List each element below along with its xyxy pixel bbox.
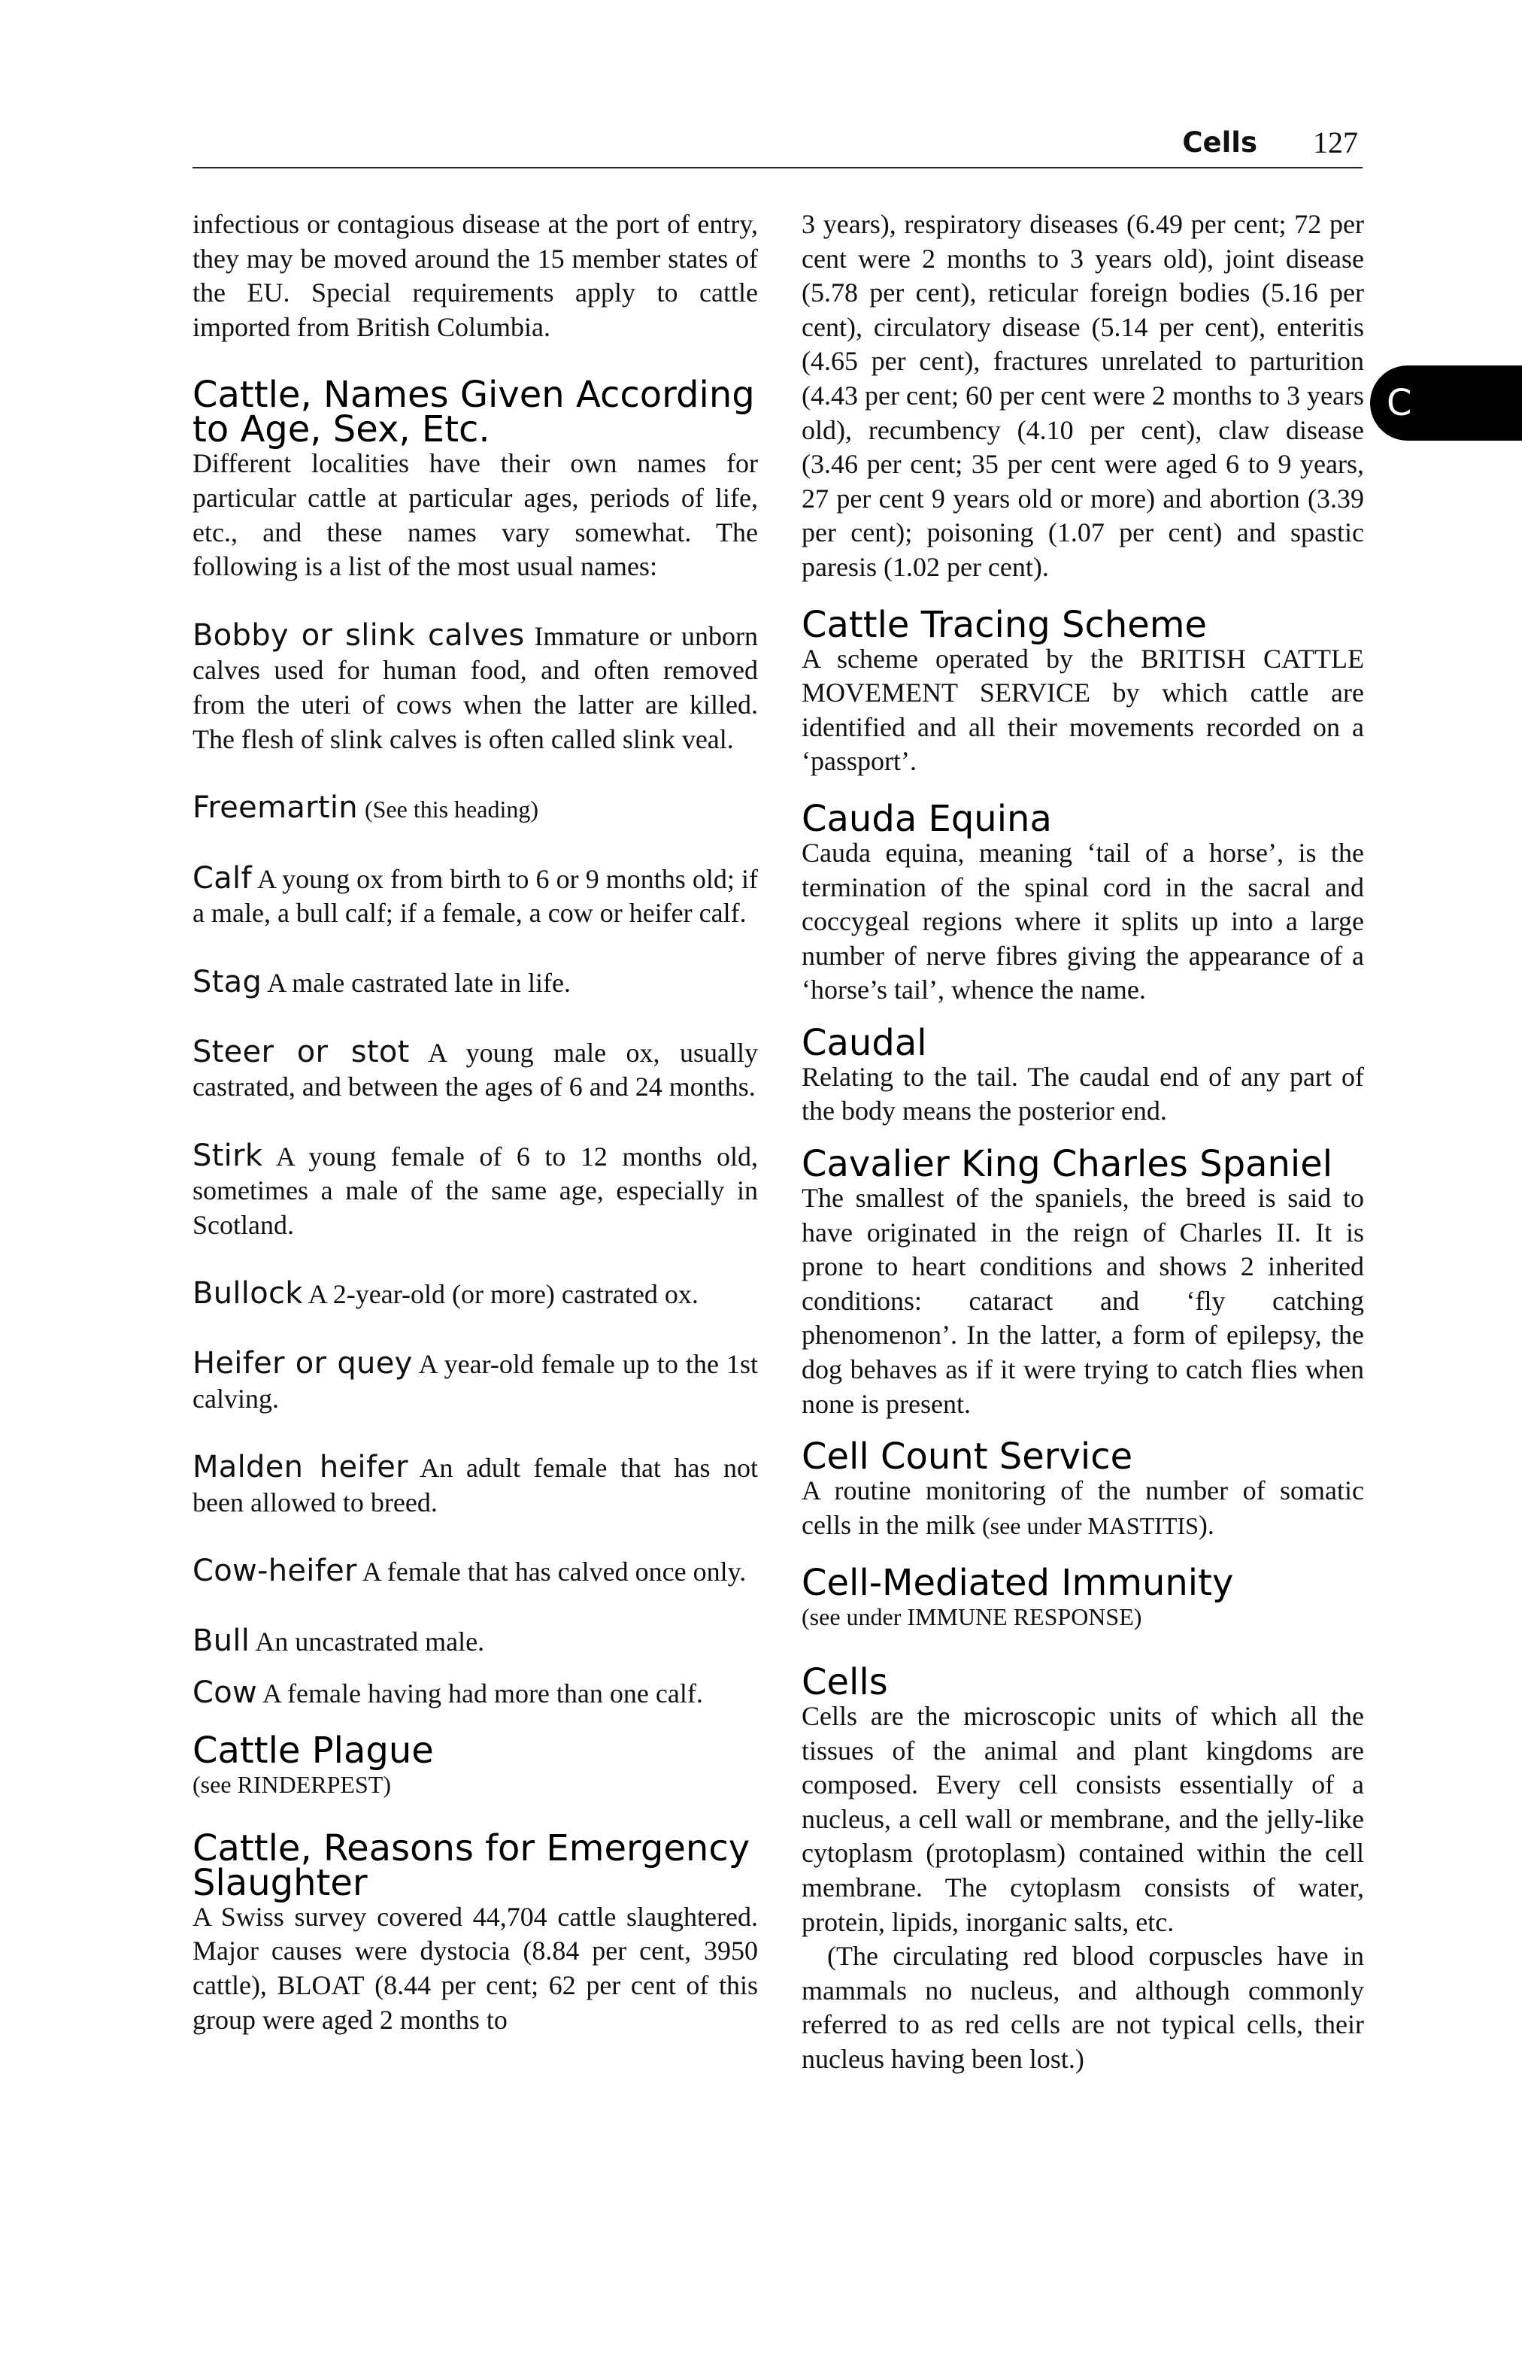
cattle-terms-list xyxy=(192,619,758,1711)
term-definition: (See this heading) xyxy=(364,796,538,823)
term-definition: A young male ox, usually castrated, and between the ages of 6 and 24 months. xyxy=(192,1037,759,1102)
term-definition: A 2-year-old (or more) castrated ox. xyxy=(308,1279,699,1310)
entry-cauda-equina xyxy=(802,797,1364,1008)
entry-emergency-slaughter xyxy=(192,1827,758,2037)
ref-target: RINDERPEST xyxy=(237,1771,383,1799)
cross-reference xyxy=(802,1600,1364,1635)
term-item xyxy=(192,1676,758,1711)
term-label: Heifer or quey xyxy=(192,1346,413,1381)
term-item xyxy=(192,862,758,931)
ref-prefix: (see under xyxy=(981,1511,1088,1539)
term-item xyxy=(192,1035,758,1105)
right-column xyxy=(802,208,1364,2077)
term-definition: A year-old female up to the 1st calving. xyxy=(192,1349,758,1414)
term-definition: A female having had more than one calf. xyxy=(262,1678,703,1708)
term-definition: An adult female that has not been allowed to breed. xyxy=(192,1453,758,1517)
thumb-index-letter: C xyxy=(1387,382,1412,424)
entry-heading: Caudal xyxy=(802,1021,927,1064)
entry-heading: Cell-Mediated Immunity xyxy=(802,1562,1234,1605)
entry-caudal xyxy=(802,1021,1364,1129)
ref-target: IMMUNE RESPONSE xyxy=(907,1603,1134,1631)
left-column xyxy=(192,208,758,2037)
cross-reference-caps: BRITISH CATTLE MOVEMENT SERVICE xyxy=(802,643,1364,708)
body-text: A routine monitoring of the number of somatic cells in the milk xyxy=(802,1475,1364,1540)
term-label: Freemartin xyxy=(192,790,358,826)
thumb-index-tab xyxy=(1370,365,1522,441)
entry-body xyxy=(802,1474,1364,1543)
entry-body xyxy=(802,642,1364,779)
term-item xyxy=(192,1139,758,1243)
entry-cell-count-service xyxy=(802,1436,1364,1543)
body-text: A scheme operated by the xyxy=(802,643,1141,674)
entry-body: Relating to the tail. The caudal end of any part of the body means the posterior end. xyxy=(802,1061,1364,1126)
ref-suffix: ) xyxy=(383,1771,391,1799)
ref-prefix: (see under xyxy=(802,1603,908,1631)
entry-heading: Cells xyxy=(802,1661,888,1703)
entry-cell-mediated-immunity xyxy=(802,1562,1364,1635)
body-text: A Swiss survey covered 44,704 cattle slaughtered. Major causes were dystocia (8.84 per cent, 3950 cattle), xyxy=(192,1901,758,2000)
term-definition: A young female of 6 to 12 months old, sometimes a male of the same age, especially in Scotland. xyxy=(192,1141,758,1240)
running-head xyxy=(192,125,1363,168)
term-definition: An uncastrated male. xyxy=(255,1627,485,1657)
term-definition: Immature or unborn calves used for human food, and often removed from the uteri of cows when the latter are killed. The flesh of slink calves is often called slink veal. xyxy=(192,620,758,754)
entry-heading: Cavalier King Charles Spaniel xyxy=(802,1143,1333,1186)
term-label: Bobby or slink calves xyxy=(192,617,525,653)
term-definition: A female that has calved once only. xyxy=(362,1557,747,1587)
term-label: Bull xyxy=(192,1624,250,1659)
term-definition: A young ox from birth to 6 or 9 months old; if a male, a bull calf; if a female, a cow or heifer calf. xyxy=(192,863,759,929)
entry-heading: Cattle Plague xyxy=(192,1730,434,1772)
ref-suffix: ). xyxy=(1198,1509,1214,1540)
intro-continuation: infectious or contagious disease at the port of entry, they may be moved around the 15 member states of the EU. Special requirements apply to cattle imported from British Columbia. xyxy=(192,209,758,342)
term-item xyxy=(192,1347,758,1416)
term-item xyxy=(192,1277,758,1312)
entry-cattle-plague xyxy=(192,1730,758,1802)
term-item xyxy=(192,791,758,827)
term-label: Bullock xyxy=(192,1276,303,1311)
term-label: Stag xyxy=(192,964,262,999)
entry-heading: Cattle, Reasons for Emergency Slaughter xyxy=(192,1827,750,1904)
entry-body: The smallest of the spaniels, the breed is said to have originated in the reign of Charles II. It is prone to heart conditions and shows 2 inherited conditions: cataract and ‘fly catching phenomenon’. In the latter, a form of epilepsy, the dog behaves as if it were trying to catch flies when none is present. xyxy=(802,1183,1364,1419)
entry-cattle-names xyxy=(192,374,758,584)
entry-heading: Cell Count Service xyxy=(802,1436,1133,1478)
cross-reference xyxy=(192,1768,758,1802)
entry-paragraph: Cells are the microscopic units of which all the tissues of the animal and plant kingdoms are composed. Every cell consists essentially of a nucleus, a cell wall or membrane, and the jelly-like cytoplasm (protoplasm) contained within the cell membrane. The cytoplasm consists of water, protein, lipids, inorganic salts, etc. xyxy=(802,1701,1364,1937)
term-definition: A male castrated late in life. xyxy=(267,967,571,998)
term-item xyxy=(192,966,758,1001)
term-label: Cow xyxy=(192,1675,258,1710)
term-item xyxy=(192,619,758,756)
term-label: Steer or stot xyxy=(192,1034,410,1069)
term-label: Malden heifer xyxy=(192,1450,408,1485)
body-text: (8.44 per cent; 62 per cent of this group were aged 2 months to xyxy=(192,1970,758,2035)
term-label: Calf xyxy=(192,860,252,896)
slaughter-continuation: 3 years), respiratory diseases (6.49 per cent; 72 per cent were 2 months to 3 years old), joint disease (5.78 per cent), reticular foreign bodies (5.16 per cent), circulatory disease (5.14 per cent), enteritis (4.65 per cent), fractures unrelated to parturition (4.43 per cent; 60 per cent were 2 months to 3 years old), recumbency (4.10 per cent), claw disease (3.46 per cent; 35 per cent were aged 6 to 9 years, 27 per cent 9 years old or more) and abortion (3.39 per cent); poisoning (1.07 per cent) and spastic paresis (1.02 per cent). xyxy=(802,209,1364,582)
entry-body: Cauda equina, meaning ‘tail of a horse’, is the termination of the spinal cord in the sacral and coccygeal regions where it splits up into a large number of nerve fibres giving the appearance of a ‘horse’s tail’, whence the name. xyxy=(802,837,1364,1005)
ref-prefix: (see xyxy=(192,1771,238,1799)
ref-target: MASTITIS xyxy=(1087,1511,1199,1539)
entry-body xyxy=(192,1900,758,2037)
entry-cavalier-king-charles-spaniel xyxy=(802,1143,1364,1421)
page-number: 127 xyxy=(1313,126,1358,159)
ref-suffix: ) xyxy=(1133,1603,1142,1631)
entry-heading: Cauda Equina xyxy=(802,797,1052,840)
term-item xyxy=(192,1451,758,1520)
entry-paragraph: (The circulating red blood corpuscles have in mammals no nucleus, and although commonly referred to as red cells are not typical cells, their nucleus having been lost.) xyxy=(802,1941,1364,2074)
running-head-section: Cells xyxy=(1182,126,1257,159)
entry-heading: Cattle Tracing Scheme xyxy=(802,603,1208,646)
body-text: by which cattle are identified and all their movements recorded on a ‘passport’. xyxy=(802,678,1364,777)
term-label: Stirk xyxy=(192,1138,263,1173)
entry-cattle-tracing-scheme xyxy=(802,603,1364,779)
entry-body: Different localities have their own names for particular cattle at particular ages, periods of life, etc., and these names vary somewhat. The following is a list of the most usual names: xyxy=(192,448,758,582)
term-item xyxy=(192,1624,758,1660)
cross-reference-caps: BLOAT xyxy=(277,1970,365,2000)
entry-cells xyxy=(802,1661,1364,2077)
entry-heading: Cattle, Names Given According to Age, Sex, Etc. xyxy=(192,374,755,451)
term-item xyxy=(192,1554,758,1590)
term-label: Cow-heifer xyxy=(192,1554,357,1589)
